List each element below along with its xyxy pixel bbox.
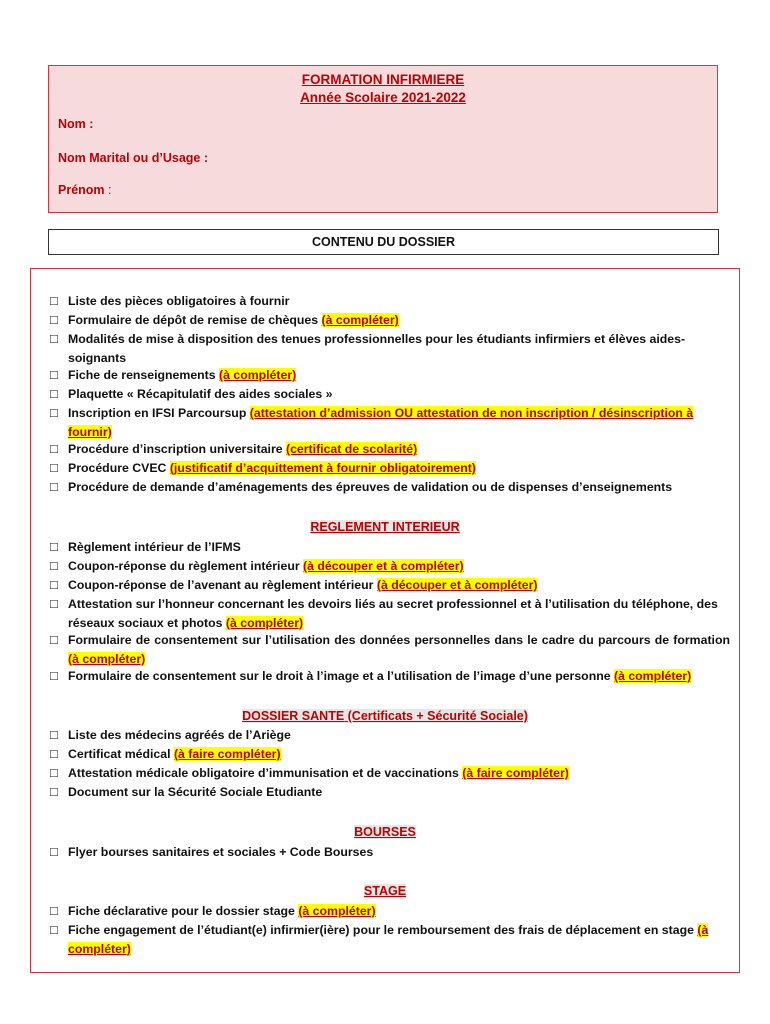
checkbox-icon[interactable]: □ xyxy=(50,668,58,683)
checkbox-icon[interactable]: □ xyxy=(50,727,58,742)
checkbox-icon[interactable]: □ xyxy=(50,312,58,327)
school-year: Année Scolaire 2021-2022 xyxy=(300,90,466,105)
checkbox-icon[interactable]: □ xyxy=(50,784,58,799)
checkbox-icon[interactable]: □ xyxy=(50,405,58,420)
list-item: □ Procédure CVEC (justificatif d’acquittement à fournir obligatoirement) xyxy=(50,459,730,478)
checkbox-icon[interactable]: □ xyxy=(50,903,58,918)
list-item: □ Certificat médical (à faire compléter) xyxy=(50,745,730,764)
list-item: □ Flyer bourses sanitaires et sociales + Code Bourses xyxy=(50,843,730,862)
checkbox-icon[interactable]: □ xyxy=(50,596,58,611)
checkbox-icon[interactable]: □ xyxy=(50,539,58,554)
checkbox-icon[interactable]: □ xyxy=(50,331,58,346)
stage-section-title: STAGE xyxy=(363,884,407,898)
prenom-label: Prénom : xyxy=(58,183,112,197)
list-item: □ Modalités de mise à disposition des tenues professionnelles pour les étudiants infirmiers et élèves aides-soignants xyxy=(50,331,686,365)
dossier-sante-section-title: DOSSIER SANTE (Certificats + Sécurité Sociale) xyxy=(242,709,528,723)
checkbox-icon[interactable]: □ xyxy=(50,460,58,475)
list-item: □ Fiche de renseignements (à compléter) xyxy=(50,366,730,385)
checkbox-icon[interactable]: □ xyxy=(50,441,58,456)
list-item: □ Formulaire de consentement sur le droit à l’image et a l’utilisation de l’image d’une personne (à compléter) xyxy=(50,667,730,686)
list-item: □ Formulaire de consentement sur l’utilisation des données personnelles dans le cadre du parcours de formation (à compléter) xyxy=(50,632,730,666)
list-item: □ Plaquette « Récapitulatif des aides sociales » xyxy=(50,385,730,404)
list-item: □ Procédure d’inscription universitaire (certificat de scolarité) xyxy=(50,440,730,459)
student-info-box xyxy=(48,65,718,213)
checkbox-icon[interactable]: □ xyxy=(50,386,58,401)
list-item: □ Règlement intérieur de l’IFMS xyxy=(50,538,730,557)
list-item: □ Liste des médecins agréés de l’Ariège xyxy=(50,726,730,745)
nom-label: Nom : xyxy=(58,117,94,131)
checkbox-icon[interactable]: □ xyxy=(50,922,58,937)
list-item: □ Formulaire de dépôt de remise de chèques (à compléter) xyxy=(50,311,730,330)
checkbox-icon[interactable]: □ xyxy=(50,765,58,780)
checkbox-icon[interactable]: □ xyxy=(50,577,58,592)
reglement-section-title: REGLEMENT INTERIEUR xyxy=(310,520,460,534)
list-item: □ Procédure de demande d’aménagements des épreuves de validation ou de dispenses d’enseignements xyxy=(50,478,730,497)
checkbox-icon[interactable]: □ xyxy=(50,746,58,761)
list-item: □ Inscription en IFSI Parcoursup (attestation d’admission OU attestation de non inscription / désinscription à fournir) xyxy=(50,405,694,439)
bourses-section-title: BOURSES xyxy=(354,825,416,839)
checkbox-icon[interactable]: □ xyxy=(50,844,58,859)
list-item: □ Liste des pièces obligatoires à fournir xyxy=(50,292,730,311)
list-item: □ Coupon-réponse de l’avenant au règlement intérieur (à découper et à compléter) xyxy=(50,576,730,595)
checkbox-icon[interactable]: □ xyxy=(50,293,58,308)
formation-title: FORMATION INFIRMIERE xyxy=(301,72,465,87)
checkbox-icon[interactable]: □ xyxy=(50,479,58,494)
checkbox-icon[interactable]: □ xyxy=(50,632,58,647)
list-item: □ Fiche engagement de l’étudiant(e) infirmier(ière) pour le remboursement des frais de déplacement en stage (à compléter) xyxy=(50,922,709,956)
checkbox-icon[interactable]: □ xyxy=(50,367,58,382)
list-item: □ Fiche déclarative pour le dossier stage (à compléter) xyxy=(50,902,730,921)
nom-marital-label: Nom Marital ou d’Usage : xyxy=(58,151,209,165)
contenu-title: CONTENU DU DOSSIER xyxy=(48,229,719,255)
list-item: □ Document sur la Sécurité Sociale Etudiante xyxy=(50,783,730,802)
list-item: □ Attestation médicale obligatoire d’immunisation et de vaccinations (à faire compléter) xyxy=(50,764,730,783)
checkbox-icon[interactable]: □ xyxy=(50,558,58,573)
list-item: □ Attestation sur l’honneur concernant les devoirs liés au secret professionnel et à l’utilisation du téléphone, des réseaux sociaux et photos (à compléter) xyxy=(50,596,718,630)
list-item: □ Coupon-réponse du règlement intérieur (à découper et à compléter) xyxy=(50,557,730,576)
